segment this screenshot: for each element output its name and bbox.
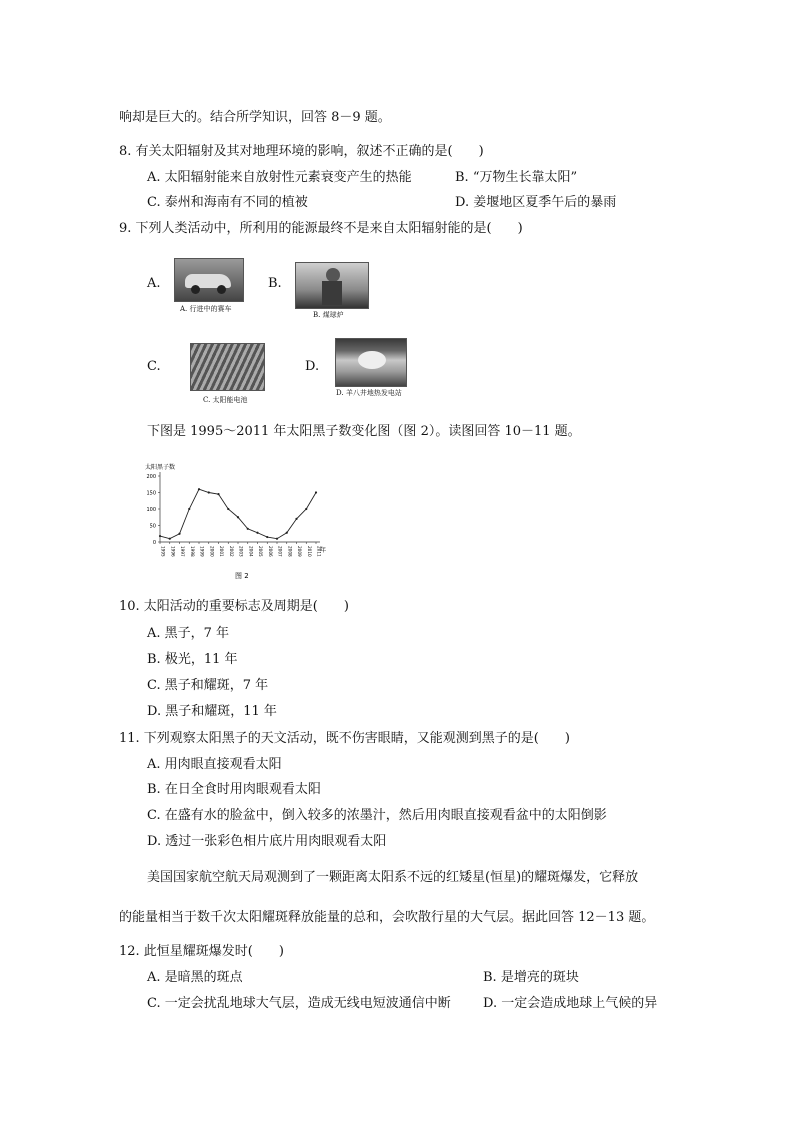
q8-option-b: B. “万物生长靠太阳” [455, 170, 578, 185]
y-tick-label: 50 [149, 523, 156, 530]
q11-option-c: C. 在盛有水的脸盆中，倒入较多的浓墨汁，然后用肉眼直接观看盆中的太阳倒影 [147, 808, 607, 823]
q9-caption-d: D. 羊八井地热发电站 [336, 389, 402, 397]
x-tick-label: 1997 [180, 546, 185, 557]
q11-option-b: B. 在日全食时用肉眼观看太阳 [147, 782, 321, 797]
data-point [276, 538, 278, 540]
x-tick-label: 1998 [189, 546, 195, 557]
data-point [266, 536, 268, 538]
q9-label-a: A. [147, 276, 161, 291]
coal-stove-photo [295, 262, 369, 309]
data-point [208, 491, 210, 493]
y-tick-label: 100 [146, 507, 156, 513]
data-point [286, 532, 288, 534]
x-tick-label: 2010 [306, 546, 312, 557]
geothermal-station-photo [335, 338, 407, 387]
q11-option-d: D. 透过一张彩色相片底片用肉眼观看太阳 [147, 834, 387, 849]
q9-label-b: B. [268, 276, 282, 291]
x-tick-label: 2006 [267, 546, 273, 557]
chart-intro: 下图是 1995～2011 年太阳黑子数变化图（图 2）。读图回答 10－11 题。 [147, 424, 581, 439]
q8-option-d: D. 姜堰地区夏季午后的暴雨 [455, 195, 617, 210]
q10-option-a: A. 黑子，7 年 [147, 626, 230, 641]
data-point [237, 516, 239, 518]
x-tick-label: 2002 [228, 546, 234, 557]
q12-option-c: C. 一定会扰乱地球大气层，造成无线电短波通信中断 [147, 996, 451, 1011]
q8-option-c: C. 泰州和海南有不同的植被 [147, 195, 308, 210]
x-tick-label: 2007 [277, 546, 283, 557]
data-point [305, 508, 307, 510]
data-point [198, 488, 200, 490]
data-point [256, 532, 258, 534]
data-point [188, 508, 190, 510]
data-point [217, 493, 219, 495]
data-point [159, 535, 161, 537]
q9-caption-b: B. 煤球炉 [313, 311, 344, 319]
solar-panel-photo [190, 343, 265, 391]
passage-line-2: 的能量相当于数千次太阳耀斑释放能量的总和，会吹散行星的大气层。据此回答 12－13 题。 [119, 910, 655, 925]
data-point [295, 518, 297, 520]
y-tick-label: 200 [146, 474, 156, 480]
x-tick-label: 1996 [170, 546, 176, 557]
data-point [247, 528, 249, 530]
intro-text: 响却是巨大的。结合所学知识，回答 8－9 题。 [119, 110, 391, 125]
q12-option-b: B. 是增亮的斑块 [483, 970, 579, 985]
q11-stem: 11. 下列观察太阳黑子的天文活动，既不伤害眼睛，又能观测到黑子的是( ) [119, 731, 570, 746]
q10-stem: 10. 太阳活动的重要标志及周期是( ) [119, 599, 349, 614]
q8-stem: 8. 有关太阳辐射及其对地理环境的影响，叙述不正确的是( ) [119, 144, 484, 159]
x-tick-label: 2000 [209, 546, 215, 557]
series-line [160, 489, 316, 539]
sunspot-chart [140, 460, 340, 585]
data-point [169, 538, 171, 540]
q9-caption-c: C. 太阳能电池 [203, 396, 248, 404]
q9-caption-a: A. 行进中的赛车 [180, 305, 232, 313]
x-tick-label: 1995 [160, 546, 166, 557]
x-tick-label: 2001 [219, 546, 224, 557]
x-tick-label: 2009 [297, 546, 302, 557]
q12-option-d: D. 一定会造成地球上气候的异 [483, 996, 658, 1011]
q11-option-a: A. 用肉眼直接观看太阳 [147, 757, 282, 772]
q12-option-a: A. 是暗黑的斑点 [147, 970, 243, 985]
q9-stem: 9. 下列人类活动中，所利用的能源最终不是来自太阳辐射能的是( ) [119, 221, 523, 236]
chart-xlabel: 年 [320, 547, 327, 554]
chart-ylabel: 太阳黑子数 [145, 464, 176, 471]
q8-option-a: A. 太阳辐射能来自放射性元素衰变产生的热能 [147, 170, 412, 185]
q12-stem: 12. 此恒星耀斑爆发时( ) [119, 944, 284, 959]
y-tick-label: 150 [146, 490, 156, 497]
data-point [315, 491, 317, 493]
q9-label-c: C. [147, 359, 161, 374]
data-point [227, 508, 229, 510]
x-tick-label: 2011 [316, 546, 322, 557]
race-car-photo [174, 258, 244, 302]
data-point [178, 533, 180, 535]
passage-line-1: 美国国家航空航天局观测到了一颗距离太阳系不远的红矮星(恒星)的耀斑爆发，它释放 [147, 870, 639, 885]
x-tick-label: 1999 [199, 546, 205, 557]
q10-option-b: B. 极光，11 年 [147, 652, 238, 667]
y-tick-label: 0 [152, 540, 156, 546]
q10-option-c: C. 黑子和耀斑，7 年 [147, 678, 269, 693]
x-tick-label: 2003 [238, 546, 244, 557]
x-tick-label: 2004 [248, 546, 254, 557]
q10-option-d: D. 黑子和耀斑，11 年 [147, 704, 277, 719]
x-tick-label: 2005 [258, 546, 263, 557]
chart-caption: 图 2 [235, 572, 249, 580]
x-tick-label: 2008 [287, 546, 293, 557]
q9-label-d: D. [305, 359, 320, 374]
